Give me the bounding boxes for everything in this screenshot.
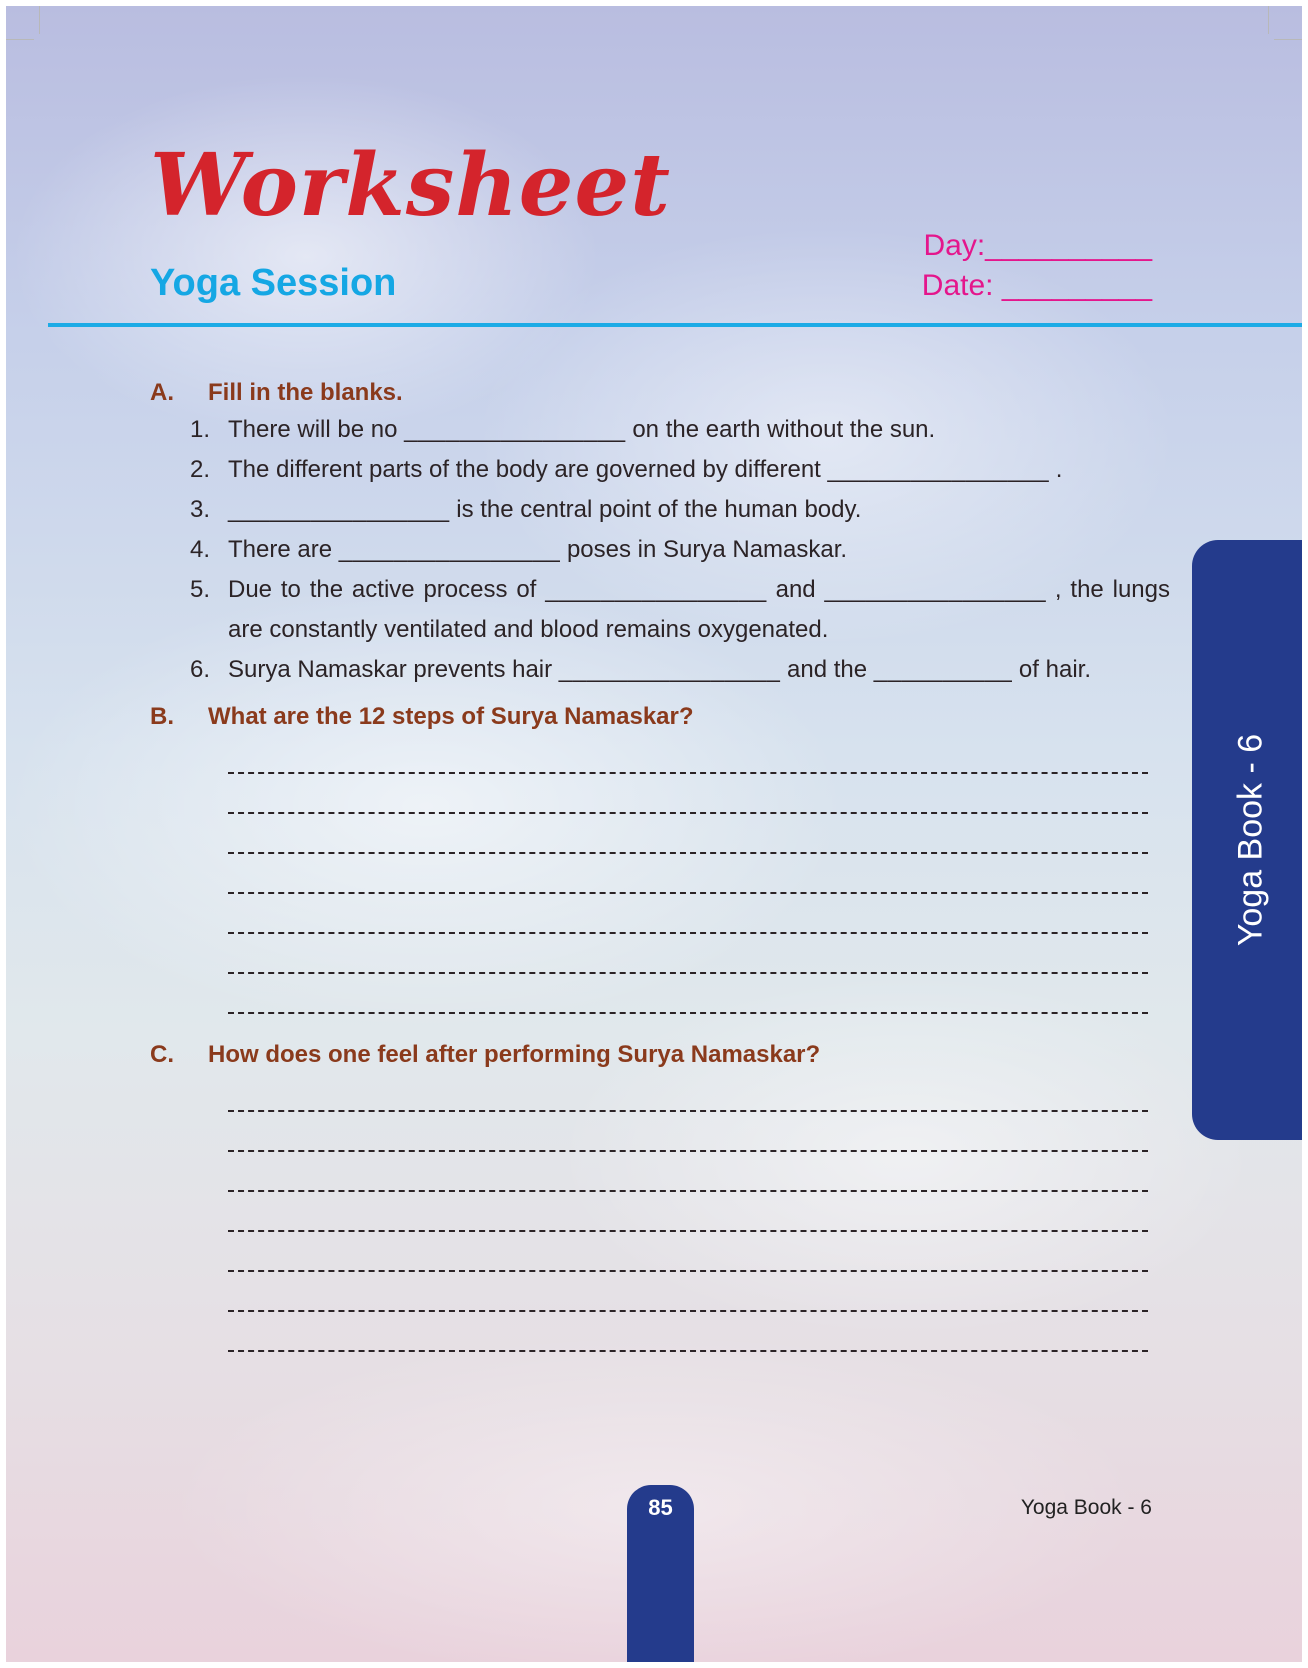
answer-area-b[interactable] [228,734,1148,1014]
section-letter: C. [150,1041,174,1068]
section-title: How does one feel after performing Surya Namaskar? [208,1041,821,1068]
question-text: ________________ is the central point of the human body. [228,496,862,523]
worksheet-content [150,376,1170,1352]
answer-line[interactable] [228,934,1148,974]
answer-blank[interactable]: ________________ [338,536,561,563]
answer-line[interactable] [228,734,1148,774]
answer-line[interactable] [228,974,1148,1014]
crop-mark [1274,39,1302,40]
answer-blank[interactable]: __________ [873,656,1013,683]
section-b-heading [150,700,1170,734]
question-number: 2. [189,456,210,483]
answer-line[interactable] [228,1312,1148,1352]
question-text: Due to the active process of ________________ and ________________ , the lungs are constantly ventilated and blood remains oxygenated. [228,576,1170,643]
question-text: There are ________________ poses in Surya Namaskar. [228,536,848,563]
answer-line[interactable] [228,1232,1148,1272]
question-text: The different parts of the body are governed by different ________________ . [228,456,1063,483]
side-book-tab [1192,540,1302,1140]
question-1 [150,410,1170,450]
worksheet-title: Worksheet [150,135,671,236]
crop-mark [39,6,40,34]
question-text: Surya Namaskar prevents hair ________________ and the __________ of hair. [228,656,1091,683]
question-text: There will be no ________________ on the earth without the sun. [228,416,936,443]
side-tab-label: Yoga Book - 6 [1231,733,1270,947]
question-number: 3. [189,496,210,523]
answer-line[interactable] [228,1272,1148,1312]
answer-line[interactable] [228,1112,1148,1152]
answer-line[interactable] [228,774,1148,814]
page-number: 85 [648,1495,673,1520]
question-number: 4. [189,536,210,563]
answer-blank[interactable]: ________________ [824,576,1047,603]
answer-line[interactable] [228,854,1148,894]
crop-mark [6,39,34,40]
session-subtitle: Yoga Session [150,262,397,304]
answer-blank[interactable]: ________________ [558,656,781,683]
answer-line[interactable] [228,1152,1148,1192]
question-6 [150,650,1170,690]
question-number: 1. [189,416,210,443]
question-4 [150,530,1170,570]
date-field: Date: _________ [921,269,1152,302]
day-field: Day:__________ [923,229,1152,262]
worksheet-page [6,6,1302,1662]
answer-blank[interactable]: ________________ [228,496,450,523]
section-letter: A. [150,379,174,406]
header-divider [48,323,1302,327]
question-3 [150,490,1170,530]
crop-mark [1268,6,1269,34]
section-letter: B. [150,703,174,730]
page-number-tab [627,1485,694,1662]
answer-line[interactable] [228,1072,1148,1112]
answer-line[interactable] [228,1192,1148,1232]
question-5 [150,570,1170,650]
section-a-heading [150,376,1170,410]
answer-blank[interactable]: ________________ [545,576,767,603]
answer-line[interactable] [228,894,1148,934]
answer-blank[interactable]: ________________ [404,416,626,443]
section-c-heading [150,1038,1170,1072]
answer-blank[interactable]: ________________ [827,456,1050,483]
question-2 [150,450,1170,490]
question-number: 5. [189,576,210,603]
section-title: Fill in the blanks. [208,379,403,406]
footer-book-label: Yoga Book - 6 [1020,1496,1152,1519]
question-number: 6. [189,656,210,683]
answer-line[interactable] [228,814,1148,854]
answer-area-c[interactable] [228,1072,1148,1352]
section-title: What are the 12 steps of Surya Namaskar? [208,703,694,730]
